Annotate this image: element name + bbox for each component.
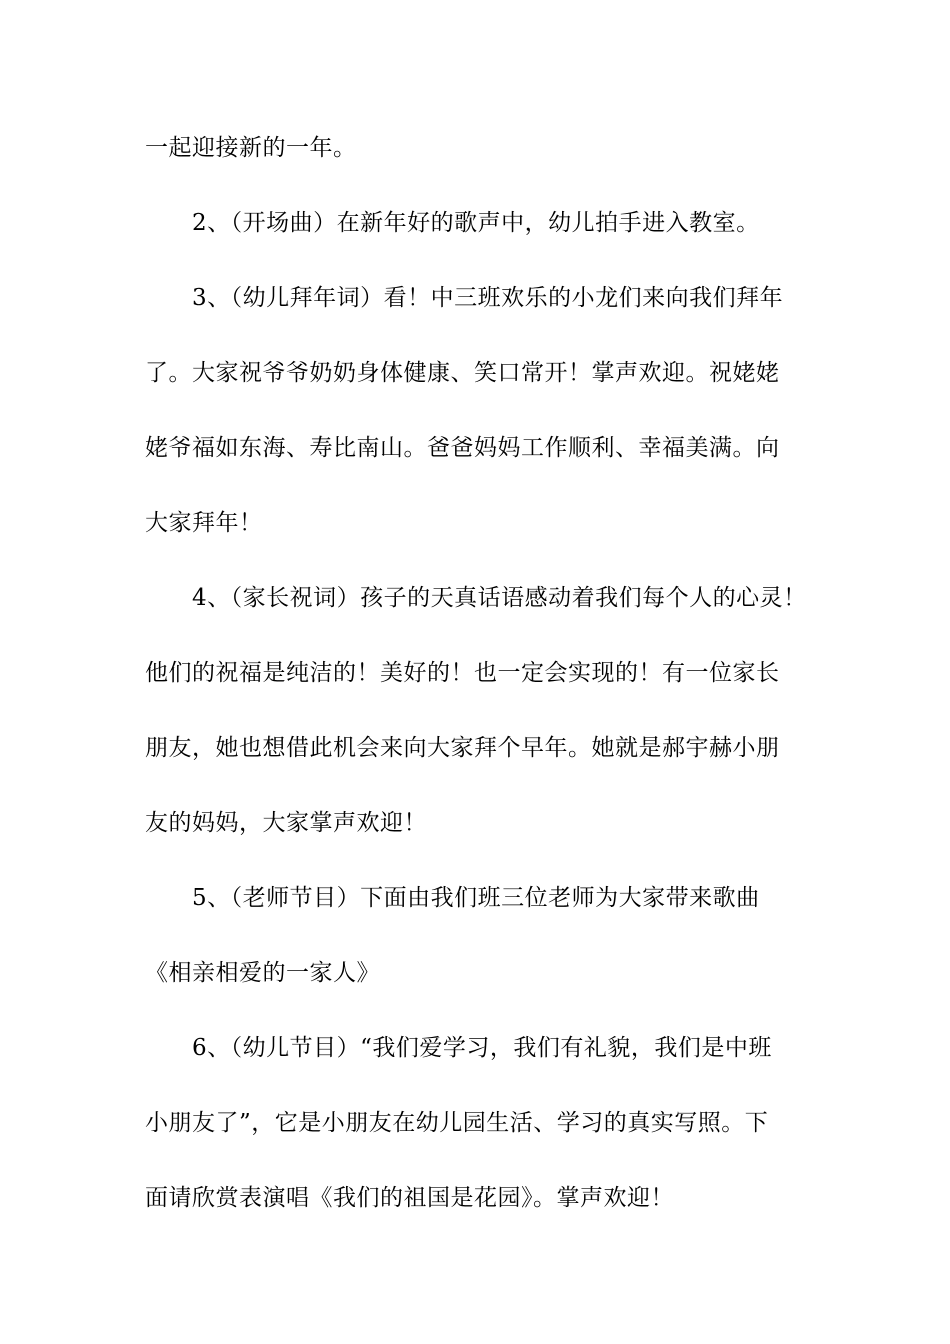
- item-2-line-1: 2、（开场曲）在新年好的歌声中，幼儿拍手进入教室。: [192, 210, 760, 236]
- item-5-line-2: 《相亲相爱的一家人》: [145, 960, 380, 986]
- item-3-line-1: 3、（幼儿拜年词）看！中三班欢乐的小龙们来向我们拜年: [192, 285, 784, 311]
- item-3-line-2: 了。大家祝爷爷奶奶身体健康、笑口常开！掌声欢迎。祝姥姥: [145, 360, 780, 386]
- item-5-line-1: 5、（老师节目）下面由我们班三位老师为大家带来歌曲: [192, 885, 760, 911]
- item-4-line-4: 友的妈妈，大家掌声欢迎！: [145, 810, 427, 836]
- item-3-line-3: 姥爷福如东海、寿比南山。爸爸妈妈工作顺利、幸福美满。向: [145, 435, 780, 461]
- item-6-line-2: 小朋友了”，它是小朋友在幼儿园生活、学习的真实写照。下: [145, 1110, 769, 1136]
- item-4-line-3: 朋友，她也想借此机会来向大家拜个早年。她就是郝宇赫小朋: [145, 735, 780, 761]
- item-4-line-1: 4、（家长祝词）孩子的天真话语感动着我们每个人的心灵！: [192, 585, 807, 611]
- item-3-line-4: 大家拜年！: [145, 510, 263, 536]
- item-4-line-2: 他们的祝福是纯洁的！美好的！也一定会实现的！有一位家长: [145, 660, 780, 686]
- text-line-1: 一起迎接新的一年。: [145, 135, 357, 161]
- item-6-line-3: 面请欣赏表演唱《我们的祖国是花园》。掌声欢迎！: [145, 1185, 674, 1211]
- item-6-line-1: 6、（幼儿节目）“我们爱学习，我们有礼貌，我们是中班: [192, 1035, 772, 1061]
